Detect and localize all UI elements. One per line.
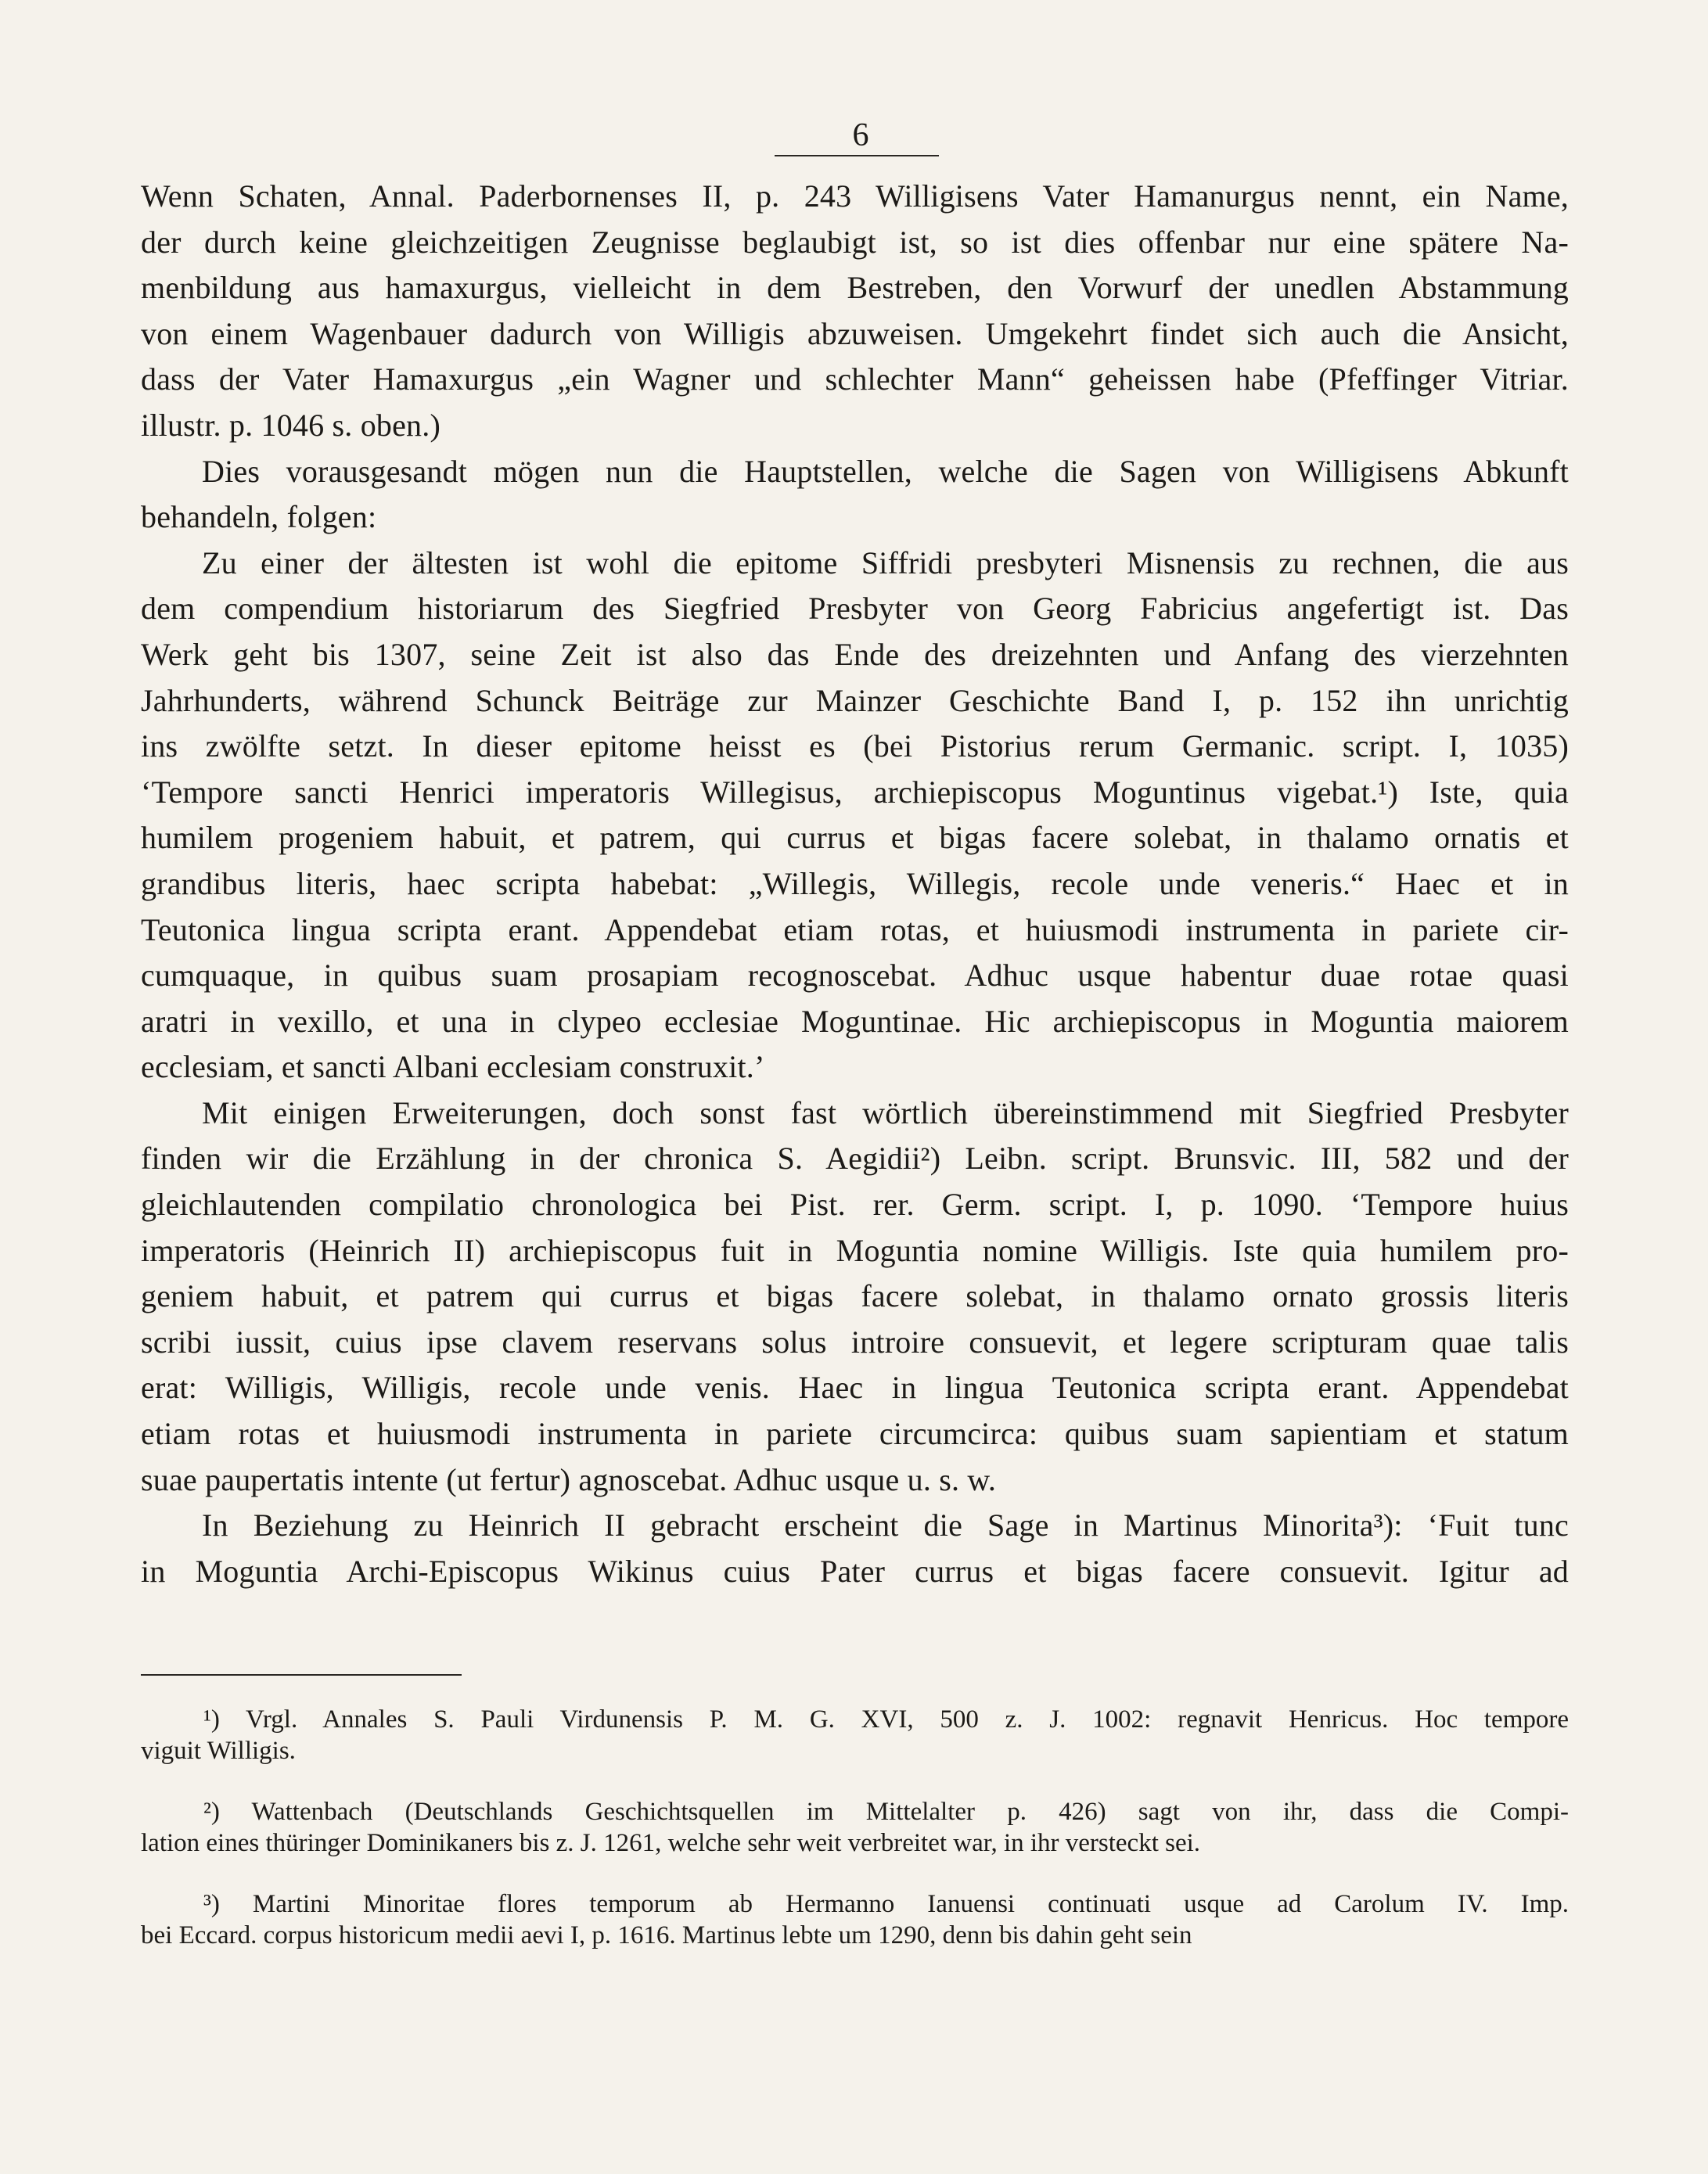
text-line: von einem Wagenbauer dadurch von Willigis abzuweisen. Umgekehrt findet sich auch die Ansicht, [141, 315, 1569, 351]
text-line: grandibus literis, haec scripta habebat: „Willegis, Willegis, recole unde veneris.“ Haec et in [141, 865, 1569, 901]
text-line: ‘Tempore sancti Henrici imperatoris Willegisus, archiepiscopus Moguntinus vigebat.¹) Iste, quia [141, 774, 1569, 810]
page-number: 6 [852, 117, 869, 153]
text-line: ecclesiam, et sancti Albani ecclesiam construxit.’ [141, 1049, 765, 1085]
text-line: geniem habuit, et patrem qui currus et bigas facere solebat, in thalamo ornato grossis literis [141, 1278, 1569, 1314]
text-line: imperatoris (Heinrich II) archiepiscopus fuit in Moguntia nomine Willigis. Iste quia humilem pro- [141, 1232, 1569, 1268]
text-line: Mit einigen Erweiterungen, doch sonst fast wörtlich übereinstimmend mit Siegfried Presbyter [202, 1094, 1569, 1130]
text-line: in Moguntia Archi-Episcopus Wikinus cuius Pater currus et bigas facere consuevit. Igitur ad [141, 1553, 1569, 1589]
text-line: etiam rotas et huiusmodi instrumenta in pariete circumcirca: quibus suam sapientiam et statum [141, 1416, 1569, 1452]
footnote-separator [141, 1674, 462, 1676]
footnote-line: bei Eccard. corpus historicum medii aevi I, p. 1616. Martinus lebte um 1290, denn bis dahin geht sein [141, 1921, 1192, 1949]
text-line: menbildung aus hamaxurgus, vielleicht in dem Bestreben, den Vorwurf der unedlen Abstammung [141, 270, 1569, 306]
footnote-line: ¹) Vrgl. Annales S. Pauli Virdunensis P. M. G. XVI, 500 z. J. 1002: regnavit Henricus. Hoc tempore [203, 1705, 1569, 1734]
text-line: dem compendium historiarum des Siegfried Presbyter von Georg Fabricius angefertigt ist. Das [141, 591, 1569, 627]
text-line: Jahrhunderts, während Schunck Beiträge zur Mainzer Geschichte Band I, p. 152 ihn unrichtig [141, 682, 1569, 718]
footnote-1 [141, 1704, 1569, 1766]
footnote-line: viguit Willigis. [141, 1737, 296, 1765]
footnotes [141, 1704, 1569, 1981]
page-number-rule [775, 155, 939, 156]
text-line: Wenn Schaten, Annal. Paderbornenses II, p. 243 Willigisens Vater Hamanurgus nennt, ein Name, [141, 178, 1569, 214]
text-line: aratri in vexillo, et una in clypeo ecclesiae Moguntinae. Hic archiepiscopus in Moguntia maiorem [141, 1003, 1569, 1039]
text-line: gleichlautenden compilatio chronologica bei Pist. rer. Germ. script. I, p. 1090. ‘Tempore huius [141, 1187, 1569, 1223]
text-line: In Beziehung zu Heinrich II gebracht erscheint die Sage in Martinus Minorita³): ‘Fuit tunc [202, 1507, 1569, 1543]
footnote-2 [141, 1796, 1569, 1859]
text-line: illustr. p. 1046 s. oben.) [141, 407, 440, 443]
text-line: ins zwölfte setzt. In dieser epitome heisst es (bei Pistorius rerum Germanic. script. I, 1035) [141, 728, 1569, 764]
footnote-line: lation eines thüringer Dominikaners bis z. J. 1261, welche sehr weit verbreitet war, in ihr versteckt sei. [141, 1829, 1201, 1857]
text-line: suae paupertatis intente (ut fertur) agnoscebat. Adhuc usque u. s. w. [141, 1461, 997, 1497]
text-line: erat: Willigis, Willigis, recole unde venis. Haec in lingua Teutonica scripta erant. Appendebat [141, 1370, 1569, 1406]
text-line: Teutonica lingua scripta erant. Appendebat etiam rotas, et huiusmodi instrumenta in pariete cir- [141, 911, 1569, 947]
text-line: Zu einer der ältesten ist wohl die epitome Siffridi presbyteri Misnensis zu rechnen, die aus [202, 544, 1569, 580]
text-line: scribi iussit, cuius ipse clavem reservans solus introire consuevit, et legere scripturam quae talis [141, 1324, 1569, 1360]
text-line: der durch keine gleichzeitigen Zeugnisse beglaubigt ist, so ist dies offenbar nur eine spätere Na- [141, 224, 1569, 260]
footnote-line: ²) Wattenbach (Deutschlands Geschichtsquellen im Mittelalter p. 426) sagt von ihr, dass die Compi- [203, 1798, 1569, 1826]
text-line: behandeln, folgen: [141, 499, 377, 535]
text-line: Werk geht bis 1307, seine Zeit ist also das Ende des dreizehnten und Anfang des vierzehnten [141, 636, 1569, 672]
footnote-3 [141, 1888, 1569, 1951]
text-line: finden wir die Erzählung in der chronica S. Aegidii²) Leibn. script. Brunsvic. III, 582 und der [141, 1141, 1569, 1177]
text-line: cumquaque, in quibus suam prosapiam recognoscebat. Adhuc usque habentur duae rotae quasi [141, 958, 1569, 994]
body-text [141, 174, 1569, 1594]
text-line: Dies vorausgesandt mögen nun die Hauptstellen, welche die Sagen von Willigisens Abkunft [202, 453, 1569, 489]
text-line: humilem progeniem habuit, et patrem, qui currus et bigas facere solebat, in thalamo ornatis et [141, 820, 1569, 856]
text-line: dass der Vater Hamaxurgus „ein Wagner und schlechter Mann“ geheissen habe (Pfeffinger Vitriar. [141, 361, 1569, 397]
footnote-line: ³) Martini Minoritae flores temporum ab Hermanno Ianuensi continuati usque ad Carolum IV. Imp. [203, 1890, 1569, 1918]
